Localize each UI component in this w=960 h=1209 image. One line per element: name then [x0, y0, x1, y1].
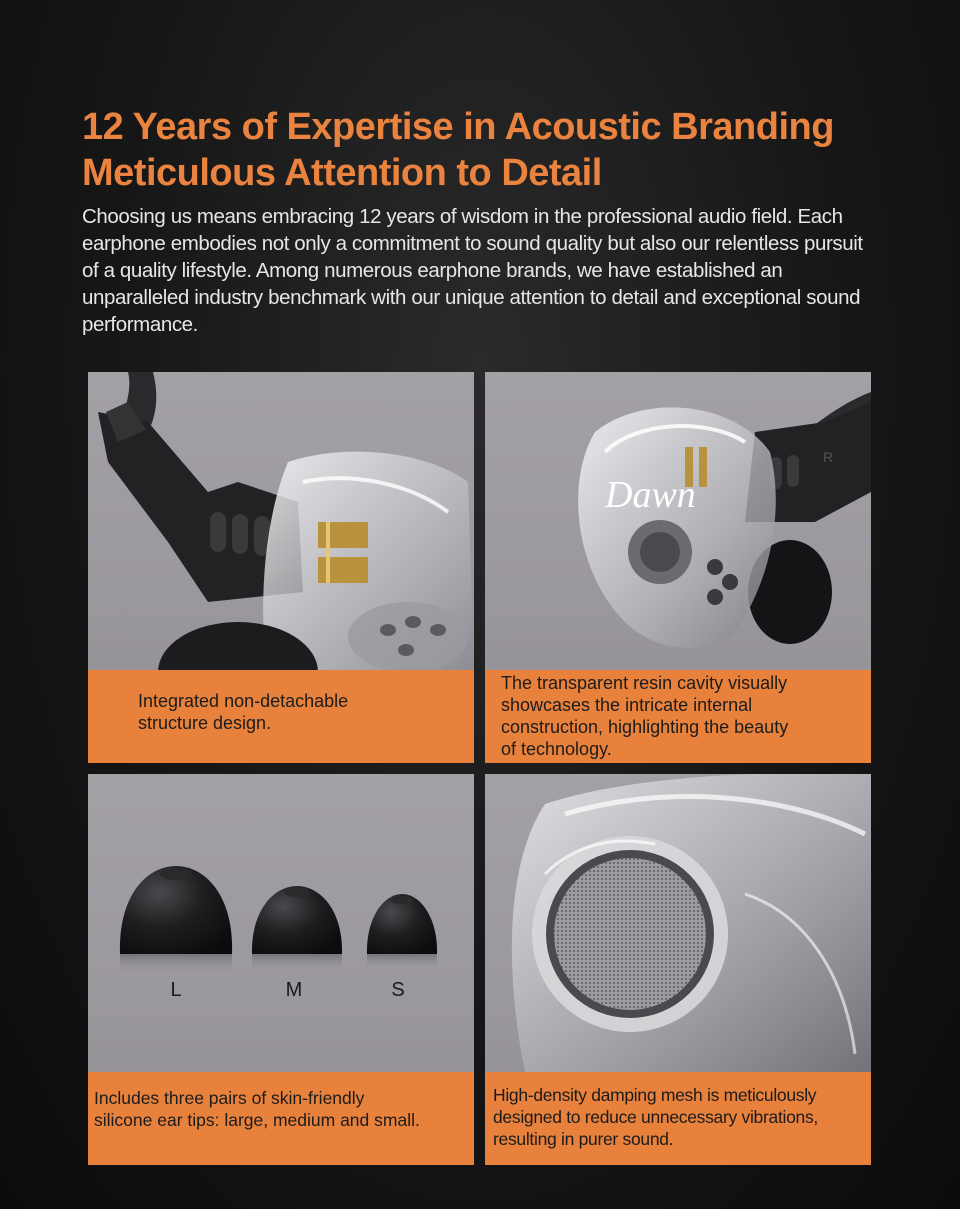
side-mark-right: R: [823, 449, 834, 465]
caption-line: of technology.: [501, 739, 612, 759]
feature-panel-damping-mesh: [485, 774, 871, 1165]
caption-ear-tips: [88, 1072, 474, 1165]
caption-line: resulting in purer sound.: [493, 1129, 674, 1149]
ear-tip-label-small: S: [391, 979, 405, 1001]
brand-signature: Dawn: [605, 474, 696, 516]
ear-tip-large: [120, 866, 232, 974]
intro-paragraph: Choosing us means embracing 12 years of wisdom in the professional audio field. Each earphone embodies not only a commitment to sound quality but also our relentless pursuit of a quality lifestyle. Among numerous earphone brands, we have established an unparalleled industry benchmark with our unique attention to detail and exceptional sound performance.: [82, 205, 863, 336]
caption-line: Integrated non-detachable: [138, 691, 349, 711]
feature-panel-structure: [88, 372, 474, 763]
caption-damping-mesh: [485, 1072, 871, 1165]
caption-line: Includes three pairs of skin-friendly: [94, 1088, 365, 1108]
caption-line: High-density damping mesh is meticulously: [493, 1085, 817, 1105]
ear-tip-medium: [252, 886, 342, 972]
ear-tip-label-medium: M: [285, 979, 303, 1001]
caption-line: structure design.: [138, 713, 272, 733]
strain-relief-grips: [210, 512, 270, 556]
feature-panel-transparent-shell: [485, 372, 871, 763]
caption-line: silicone ear tips: large, medium and small.: [94, 1110, 420, 1130]
caption-line: construction, highlighting the beauty: [501, 717, 789, 737]
caption-line: showcases the intricate internal: [501, 695, 753, 715]
headline-line-2: Meticulous Attention to Detail: [82, 152, 602, 194]
ear-tip-label-large: L: [170, 979, 182, 1001]
headline: [82, 104, 922, 196]
caption-structure: [88, 670, 474, 763]
ear-tip-small: [367, 894, 437, 970]
caption-line: The transparent resin cavity visually: [501, 673, 788, 693]
mesh-grille: [554, 858, 706, 1010]
headline-line-1: 12 Years of Expertise in Acoustic Branding: [82, 106, 834, 148]
feature-panel-ear-tips: [88, 774, 474, 1165]
caption-line: designed to reduce unnecessary vibrations,: [493, 1107, 818, 1127]
caption-transparent-shell: [485, 670, 871, 763]
